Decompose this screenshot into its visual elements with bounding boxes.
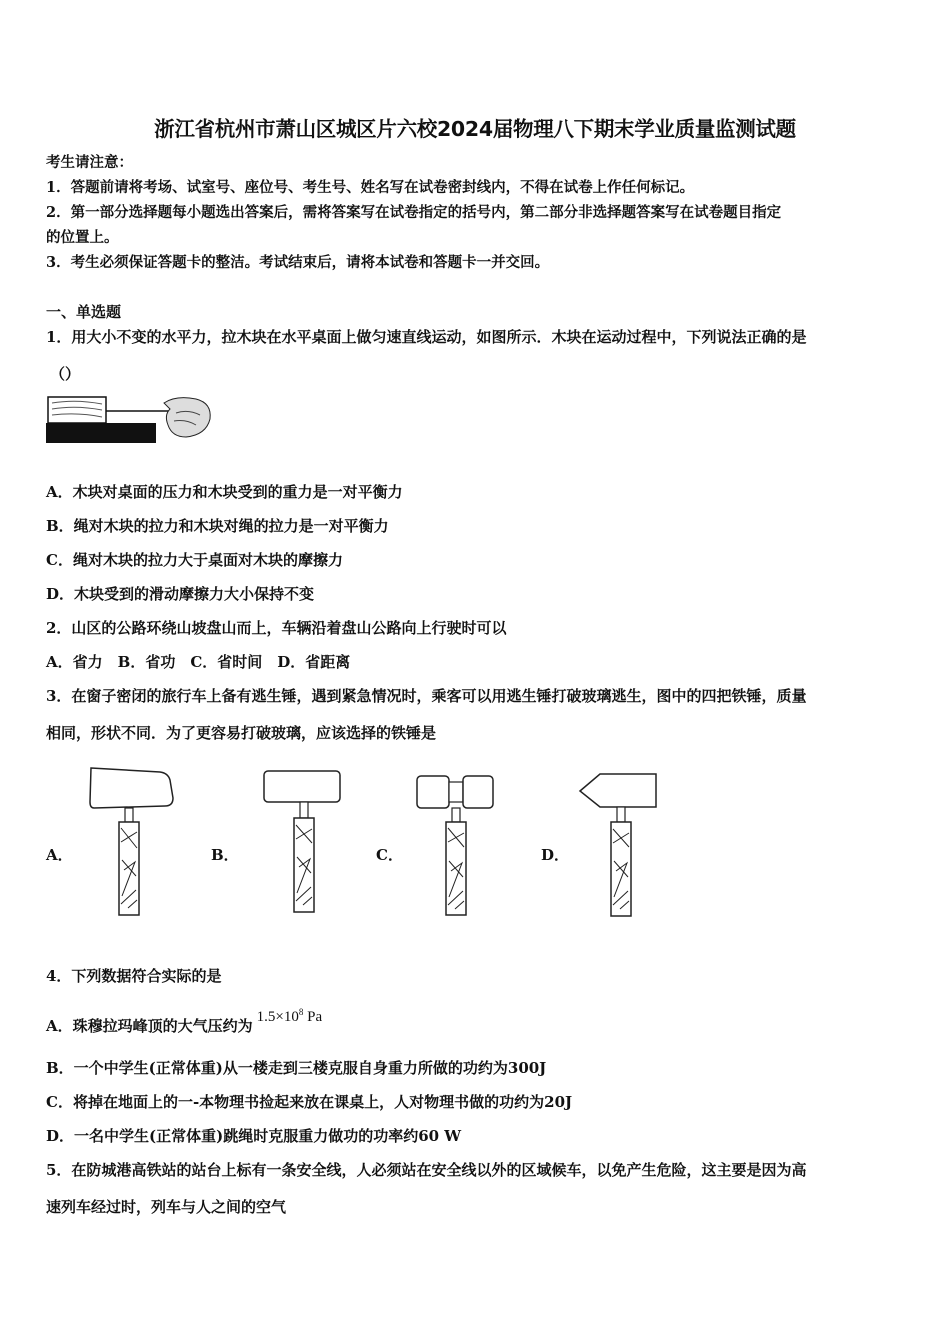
q5-stem-line-2: 速列车经过时，列车与人之间的空气 [46,1198,287,1216]
q4-option-b: B．一个中学生(正常体重)从一楼走到三楼克服自身重力所做的功约为300J [46,1059,547,1077]
q4-option-a-value [257,1009,322,1025]
q3-label-c: C． [376,846,403,864]
q3-label-d: D． [541,846,570,864]
q4-option-a [46,1007,323,1037]
hammer-a-icon [88,766,198,921]
notice-item-3: 3．考生必须保证答题卡的整洁。考试结束后，请将本试卷和答题卡一并交回。 [46,254,550,271]
q1-stem: 1．用大小不变的水平力，拉木块在水平桌面上做匀速直线运动，如图所示．木块在运动过程中，下列说法正确的是 [46,328,807,346]
q3-stem-line-1: 3．在窗子密闭的旅行车上备有逃生锤，遇到紧急情况时，乘客可以用逃生锤打破玻璃逃生，图中的四把铁锤，质量 [46,687,807,705]
q3-label-b: B． [211,846,239,864]
notice-heading: 考生请注意： [46,154,133,171]
notice-item-1: 1．答题前请将考场、试室号、座位号、考生号、姓名写在试卷密封线内，不得在试卷上作任何标记。 [46,179,695,196]
q5-stem-line-1: 5．在防城港高铁站的站台上标有一条安全线，人必须站在安全线以外的区域候车，以免产生危险，这主要是因为高 [46,1161,807,1179]
q1-option-c: C．绳对木块的拉力大于桌面对木块的摩擦力 [46,551,343,569]
page-title: 浙江省杭州市萧山区城区片六校2024届物理八下期末学业质量监测试题 [154,117,796,141]
sci-exponent: 8 [298,1007,304,1017]
q4-option-d: D．一名中学生(正常体重)跳绳时克服重力做功的功率约60 W [46,1127,462,1145]
section-heading: 一、单选题 [46,303,122,321]
hand [164,398,210,437]
q1-option-d: D．木块受到的滑动摩擦力大小保持不变 [46,585,315,603]
q4-stem: 4．下列数据符合实际的是 [46,967,222,985]
table-surface [46,423,156,443]
q1-figure-block-pulled [46,393,216,445]
q2-options: A．省力 B．省功 C．省时间 D．省距离 [46,653,351,671]
q1-option-b: B．绳对木块的拉力和木块对绳的拉力是一对平衡力 [46,517,389,535]
hammer-c-icon [415,773,525,928]
q4-option-c: C．将掉在地面上的一-本物理书捡起来放在课桌上，人对物理书做的功约为20J [46,1093,573,1111]
hammer-b-icon [262,769,372,924]
q3-stem-line-2: 相同，形状不同．为了更容易打破玻璃，应该选择的铁锤是 [46,724,437,742]
notice-item-2-cont: 的位置上。 [46,229,119,246]
q1-blank: （） [50,365,81,383]
q4-option-a-text: A．珠穆拉玛峰顶的大气压约为 [46,1017,253,1035]
hammer-d-icon [578,771,688,926]
q2-stem: 2．山区的公路环绕山坡盘山而上，车辆沿着盘山公路向上行驶时可以 [46,619,507,637]
q3-label-a: A． [46,846,73,864]
q1-option-a: A．木块对桌面的压力和木块受到的重力是一对平衡力 [46,483,403,501]
sci-mantissa: 1.5×10 [256,1009,299,1025]
sci-unit: Pa [307,1009,323,1025]
notice-item-2: 2．第一部分选择题每小题选出答案后，需将答案写在试卷指定的括号内，第二部分非选择题答案写在试卷题目指定 [46,204,782,221]
